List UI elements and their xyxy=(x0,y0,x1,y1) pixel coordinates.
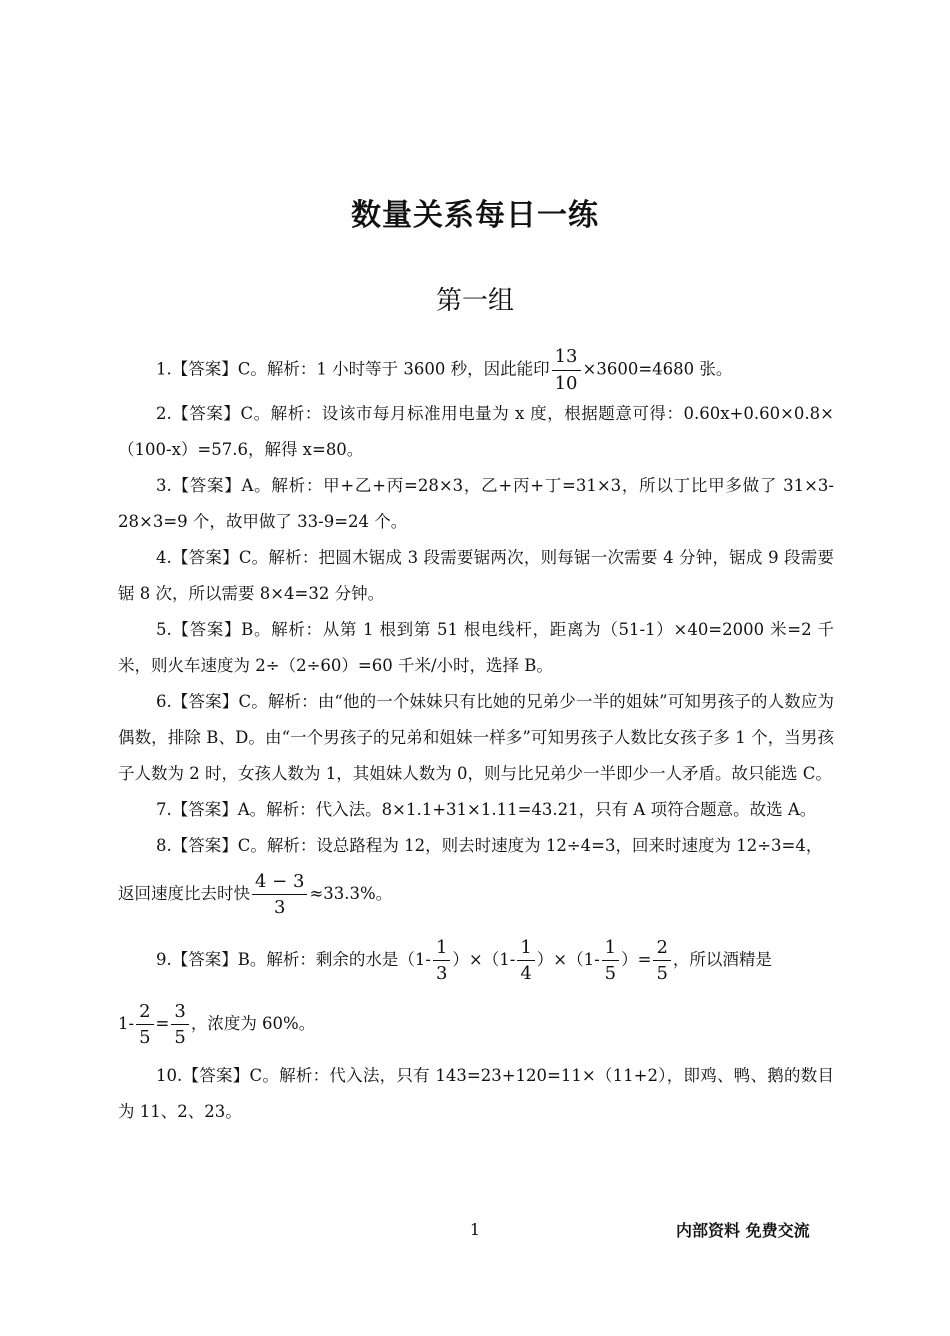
answer-item-5: 5.【答案】B。解析：从第 1 根到第 51 根电线杆，距离为（51-1）×40=2000 米=2 千米，则火车速度为 2÷（2÷60）=60 千米/小时，选择 B。 xyxy=(118,620,834,676)
answer-item-3: 3.【答案】A。解析：甲+乙+丙=28×3，乙+丙+丁=31×3，所以丁比甲多做了 31×3-28×3=9 个，故甲做了 33-9=24 个。 xyxy=(118,476,834,532)
answer-item-9-line2: 1- $\frac{2}{5}$ = $\frac{3}{5}$ ，浓度为 60%。 xyxy=(118,1000,316,1049)
footer-note: 内部资料 免费交流 xyxy=(676,1221,810,1240)
answer-item-8-line2: 返回速度比去时快 $\frac{4 - 3}{3}$ ≈33.3%。 xyxy=(118,870,393,919)
group-subtitle: 第一组 xyxy=(435,286,514,316)
fraction-1-5: $\frac{1}{5}$ xyxy=(602,937,619,985)
answer-item-8-line1: 8.【答案】C。解析：设总路程为 12，则去时速度为 12÷4=3，回来时速度为 12÷3=4， xyxy=(156,836,823,856)
fraction-13-10: $\frac{13}{10}$ xyxy=(552,346,581,394)
answer-item-10: 10.【答案】C。解析：代入法，只有 143=23+120=11×（11+2），即鸡、鸭、鹅的数目为 11、2、23。 xyxy=(118,1066,834,1122)
answer-list xyxy=(118,340,834,1130)
fraction-speed-diff: $\frac{4 - 3}{3}$ xyxy=(252,871,307,919)
answer-item-1: 1.【答案】C。解析：1 小时等于 3600 秒，因此能印 $\frac{13}{10}$ ×3600=4680 张。 xyxy=(156,346,733,394)
answer-item-7: 7.【答案】A。解析：代入法。8×1.1+31×1.11=43.21，只有 A 项符合题意。故选 A。 xyxy=(156,800,817,820)
answer-item-4: 4.【答案】C。解析：把圆木锯成 3 段需要锯两次，则每锯一次需要 4 分钟，锯成 9 段需要锯 8 次，所以需要 8×4=32 分钟。 xyxy=(118,548,834,604)
fraction-3-5: $\frac{3}{5}$ xyxy=(171,1001,188,1049)
fraction-2-5-b: $\frac{2}{5}$ xyxy=(136,1001,153,1049)
page-number: 1 xyxy=(469,1220,481,1239)
page-title: 数量关系每日一练 xyxy=(351,198,599,233)
fraction-1-3: $\frac{1}{3}$ xyxy=(433,937,450,985)
answer-item-9-line1: 9.【答案】B。解析：剩余的水是（1- $\frac{1}{3}$ ）×（1- $\frac{1}{4}$ ）×（1- $\frac{1}{5}$ ）= $\frac{2}{5}$ ，所以酒精是 xyxy=(156,936,772,985)
answer-item-6: 6.【答案】C。解析：由“他的一个妹妹只有比她的兄弟少一半的姐妹”可知男孩子的人数应为偶数，排除 B、D。由“一个男孩子的兄弟和姐妹一样多”可知男孩子人数比女孩子多 1 个，当男孩子人数为 2 时，女孩人数为 1，其姐妹人数为 0，则与比兄弟少一半即少一人矛盾。故只能选 C。 xyxy=(118,692,834,784)
answer-item-2: 2.【答案】C。解析：设该市每月标准用电量为 x 度，根据题意可得：0.60x+0.60×0.8×（100-x）=57.6，解得 x=80。 xyxy=(118,404,834,460)
fraction-2-5: $\frac{2}{5}$ xyxy=(653,937,670,985)
fraction-1-4: $\frac{1}{4}$ xyxy=(517,937,534,985)
